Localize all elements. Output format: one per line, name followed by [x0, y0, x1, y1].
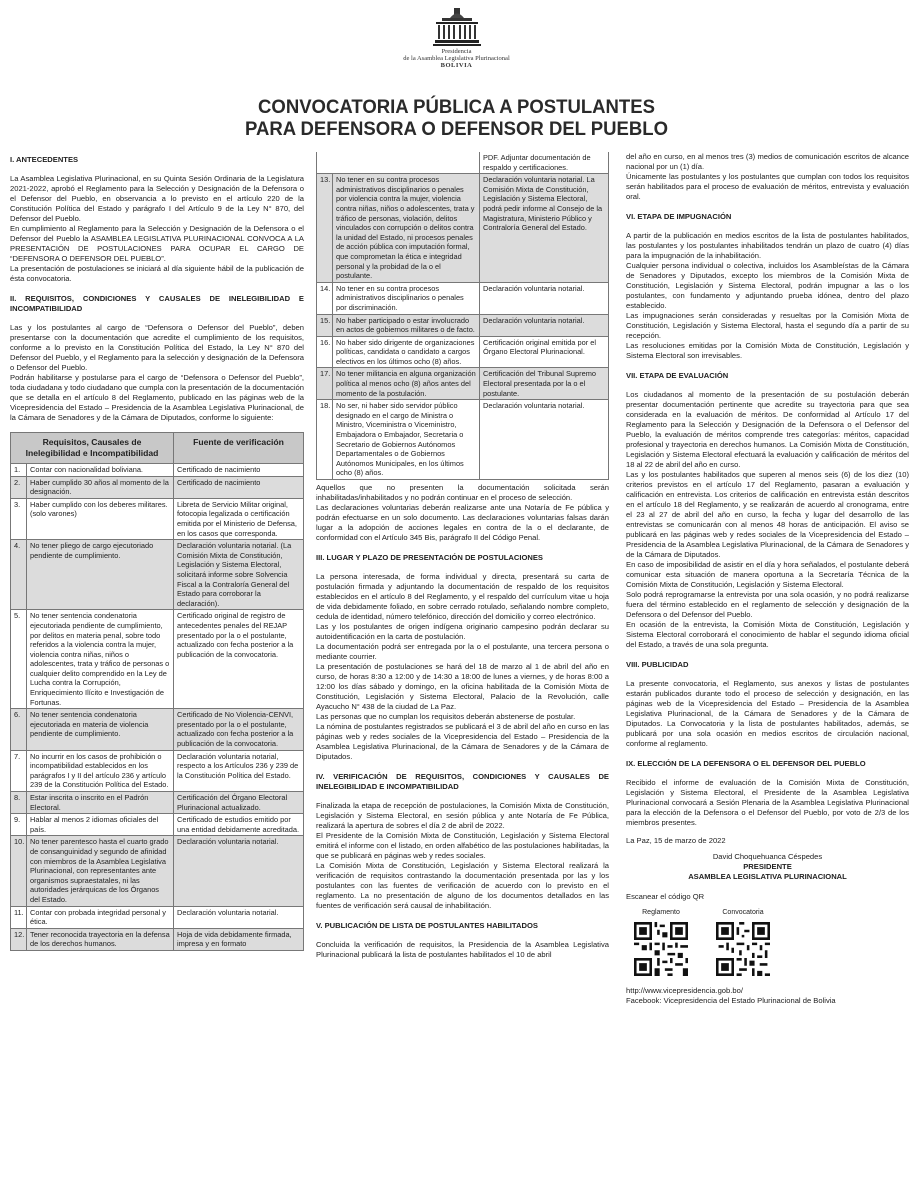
row-number: 17.	[317, 368, 333, 400]
table-row	[11, 814, 304, 836]
publicidad-p1: La presente convocatoria, el Reglamento, sus anexos y listas de postulantes estarán publicados durante todo el proceso de selección y designación, en las páginas web de la Vicepresidencia del Estado – Presidencia de la Asamblea Legislativa Plurinacional, de la Cámara de Senadores y de la Cámara de Diputados. La Convocatoria y la lista de postulantes habilitados, además, se publicará por una sola ocasión en medios escritos de circulación nacional, conforme al reglamento.	[626, 679, 909, 748]
section-verificacion-title: IV. VERIFICACIÓN DE REQUISITOS, CONDICIONES Y CAUSALES DE INELEGIBILIDAD E INCOMPATIBILIDAD	[316, 772, 609, 791]
verification-cell: Certificado de nacimiento	[174, 464, 304, 477]
row-number: 11.	[11, 906, 27, 928]
col3-p0: del año en curso, en al menos tres (3) medios de comunicación escritos de alcance nacional por un (1) día.	[626, 152, 909, 171]
impugnacion-p2: Cualquier persona individual o colectiva, incluidos los Asambleístas de la Cámara de Senadores y Diputados, excepto los miembros de la Comisión Mixta de Constitución, Legislación y Sistema Electoral, podrán impugnar a las o los postulantes, con fundamento y adjuntando prueba idónea, dentro del plazo establecido.	[626, 261, 909, 310]
verification-cell: Certificado de No Violencia-CENVI, presentado por la o el postulante, actualizado con fecha posterior a la publicación de la convocatoria.	[174, 709, 304, 750]
row-number: 15.	[317, 314, 333, 336]
eleccion-p1: Recibido el informe de evaluación de la Comisión Mixta de Constitución, Legislación y Sistema Electoral, el Presidente de la Asamblea Legislativa Plurinacional convocará a Sesión Plenaria de la Asamblea Legislativa Plurinacional para la elección de la Defensora o el Defensor del Pueblo, por voto de 2/3 de los miembros presentes.	[626, 778, 909, 827]
requirement-cell: Haber cumplido 30 años al momento de la designación.	[27, 476, 174, 498]
org-line-country: BOLIVIA	[440, 62, 473, 69]
legislative-palace-logo-icon	[432, 6, 482, 48]
row-number: 8.	[11, 792, 27, 814]
table-row	[317, 336, 609, 368]
requirement-cell: Haber cumplido con los deberes militares. (solo varones)	[27, 498, 174, 539]
title-line-2: PARA DEFENSORA O DEFENSOR DEL PUEBLO	[244, 118, 669, 140]
col2-p1: Aquellos que no presenten la documentación solicitada serán inhabilitadas/inhabilitados y no podrán continuar en el proceso de selección.	[316, 483, 609, 502]
evaluacion-p5: En ocasión de la entrevista, la Comisión Mixta de Constitución, Legislación y Sistema Electoral corroborará el conocimiento de hablar el segundo idioma oficial del Estado, a través de una sola pregunta.	[626, 620, 909, 649]
title-line-1: CONVOCATORIA PÚBLICA A POSTULANTES	[258, 96, 655, 118]
impugnacion-p3: Las impugnaciones serán consideradas y resueltas por la Comisión Mixta de Constitución, Legislación y Sistema Electoral, hasta el segundo día a partir de su recepción.	[626, 311, 909, 340]
row-number: 14.	[317, 282, 333, 314]
evaluacion-p2: Las y los postulantes habilitados que superen al menos seis (6) de los diez (10) criterios previstos en el artículo 17 del Reglamento, pasaran a evaluación y calificación en entrevista. Los criterios de calificación en entrevista están descritos en el artículo 18 del Reglamento, y se realizarán de acuerdo al cronograma, entre el 23 al 27 de abril del año en curso, la fecha y lugar del desarrollo de las entrevistas se comunicarán con al menos 48 horas de anticipación. El aviso se publicará en las páginas web y redes sociales de la Vicepresidencia del Estado – Presidencia de la Asamblea Legislativa Plurinacional, de la Cámara de Senadores y de la Cámara de Diputados.	[626, 470, 909, 559]
requirement-cell: No haber sido dirigente de organizaciones políticas, candidata o candidato a cargos electivos en los últimos ocho (8) años.	[333, 336, 480, 368]
requisitos-p2: Podrán habilitarse y postularse para el cargo de “Defensora o Defensor del Pueblo”, toda ciudadana y todo ciudadano que cumpla con la presentación de la documentación que se detalla en el artículo 8 del Reglamento, publicado en las páginas web de la Vicepresidencia del Estado – Presidencia de la Asamblea Legislativa Plurinacional, de la Cámara de Senadores y de la Cámara de Diputados, conforme lo siguiente:	[10, 373, 304, 422]
row-number: 12.	[11, 928, 27, 950]
requirement-cell: Hablar al menos 2 idiomas oficiales del país.	[27, 814, 174, 836]
row-number: 2.	[11, 476, 27, 498]
website-link[interactable]: http://www.vicepresidencia.gob.bo/	[626, 986, 743, 995]
lugar-p4: La presentación de postulaciones se hará del 18 de marzo al 1 de abril del año en curso, de horas 8:30 a 12:00 y de 14:30 a 18:00 de lunes a viernes, y de horas 8:00 a 12:00 los días sábado y domingo, en la oficina habilitada de la Comisión Mixta de Constitución, Legislación y Sistema Electoral, Palacio de la Revolución, calle Ayacucho N° 438 de la ciudad de La Paz.	[316, 662, 609, 711]
requirement-cell: Contar con probada integridad personal y ética.	[27, 906, 174, 928]
requisitos-p1: Las y los postulantes al cargo de “Defensora o Defensor del Pueblo”, deben presentarse con la documentación que acredite el cumplimiento de los requisitos, conforme a lo previsto en la Constitución Política del Estado, la Ley N° 870 del Defensor del Pueblo, y el Reglamento para la selección y designación de la Defensora o Defensor del Pueblo.	[10, 323, 304, 372]
evaluacion-p4: Solo podrá reprogramarse la entrevista por una sola ocasión, y no podrá realizarse fuera del término establecido en el reglamento de selección y designación de la Defensora o del Defensor del Pueblo.	[626, 590, 909, 619]
table-row	[11, 928, 304, 950]
table-row	[11, 792, 304, 814]
facebook-link[interactable]: Facebook: Vicepresidencia del Estado Plurinacional de Bolivia	[626, 996, 836, 1005]
verification-cell: Certificado original de registro de antecedentes penales del REJAP presentado por la o el postulante, actualizado con fecha posterior a la publicación de la convocatoria.	[174, 610, 304, 709]
qr-reglamento-label: Reglamento	[642, 909, 680, 916]
table-row	[11, 476, 304, 498]
verification-cell: Declaración voluntaria notarial.	[480, 314, 609, 336]
antecedentes-p3: La presentación de postulaciones se iniciará al día siguiente hábil de la publicación de ésta convocatoria.	[10, 264, 304, 283]
lugar-p1: La persona interesada, de forma individual y directa, presentará su carta de postulación firmada y adjuntando la documentación de respaldo de los requisitos establecidos en el artículo 8 del Reglamento, y el respaldo del currículum vitae u hoja de vida debidamente foliado, en sobre cerrado rotulado, señalando nombre completo, cedula de identidad, número telefónico, dirección del domicilio y correo electrónico.	[316, 572, 609, 621]
header	[0, 6, 913, 69]
requirement-cell: Contar con nacionalidad boliviana.	[27, 464, 174, 477]
verification-cell: Declaración voluntaria notarial.	[174, 836, 304, 906]
org-line-asamblea: de la Asamblea Legislativa Plurinacional	[403, 55, 510, 62]
verification-cell: Declaración voluntaria notarial.	[480, 282, 609, 314]
requirement-cell: No tener pliego de cargo ejecutoriado pendiente de cumplimiento.	[27, 540, 174, 610]
qr-convocatoria[interactable]	[716, 908, 770, 980]
requirement-cell: No ser, ni haber sido servidor público designado en el cargo de Ministra o Ministro, Viceministra o Viceministro, Embajadora o Embajador, Secretaria o Secretario de Gobiernos Autónomos Departamentales o de Gobiernos Autónomos Municipales, en los últimos ocho (8) años.	[333, 400, 480, 480]
table-row	[11, 750, 304, 791]
signer-organization: ASAMBLEA LEGISLATIVA PLURINACIONAL	[688, 872, 847, 881]
requirement-cell: No haber participado o estar involucrado en actos de gobiernos militares o de facto.	[333, 314, 480, 336]
requirement-cell: No tener parentesco hasta el cuarto grado de consanguinidad y segundo de afinidad con miembros de la Asamblea Legislativa Plurinacional, con representantes ante organismos supraestatales, ni las autoridades jerárquicas de los Órganos del Estado.	[27, 836, 174, 906]
verificacion-p2: El Presidente de la Comisión Mixta de Constitución, Legislación y Sistema Electoral emitirá el informe con el listado, en orden alfabético de las postulaciones habilitadas, la que se publicará en páginas web y redes sociales.	[316, 831, 609, 860]
table-row	[11, 836, 304, 906]
table-row	[11, 540, 304, 610]
qr-code-icon[interactable]	[634, 922, 688, 976]
verification-cell: Declaración voluntaria notarial. (La Comisión Mixta de Constitución, Legislación y Sistema Electoral, solicitará informe sobre Solvencia Fiscal a la Contraloría General del Estado para corroborar la declaración).	[174, 540, 304, 610]
qr-reglamento[interactable]	[634, 908, 688, 980]
row-number: 5.	[11, 610, 27, 709]
requirements-table-body-1	[11, 464, 304, 951]
row-number: 13.	[317, 174, 333, 283]
requirement-cell: No tener sentencia condenatoria ejecutoriada pendiente de cumplimiento, por delitos en materia penal, sobre todo referidos a la violencia contra la mujer, violencia contra niñas, niños o adolescentes, trata y tráfico de personas o cualquier delito comprendido en la Ley de Lucha contra la Corrupción, Enriquecimiento Ilícito e Investigación de Fortunas.	[27, 610, 174, 709]
row-number: 1.	[11, 464, 27, 477]
column-1	[10, 155, 304, 951]
requirement-cell: No tener militancia en alguna organización política al menos ocho (8) años antes del momento de la postulación.	[333, 368, 480, 400]
antecedentes-p2: En cumplimiento al Reglamento para la Selección y Designación de la Defensora o el Defensor del Pueblo la ASAMBLEA LEGISLATIVA PLURINACIONAL CONVOCA A LA PRESENTACIÓN DE POSTULACIONES PARA OCUPAR EL CARGO DE “DEFENSORA O DEFENSOR DEL PUEBLO”.	[10, 224, 304, 263]
verification-cell: Hoja de vida debidamente firmada, impresa y en formato	[174, 928, 304, 950]
org-line-presidencia: Presidencia	[441, 48, 472, 55]
requirement-cell: Tener reconocida trayectoria en la defensa de los derechos humanos.	[27, 928, 174, 950]
table-row	[317, 174, 609, 283]
lugar-p2: Las y los postulantes de origen indígena originario campesino podrán declarar su autoidentificación en la carta de postulación.	[316, 622, 609, 641]
requirement-cell: No tener en su contra procesos administrativos disciplinarios o penales por discriminación.	[333, 282, 480, 314]
row-number: 10.	[11, 836, 27, 906]
lugar-p5: Las personas que no cumplan los requisitos deberán abstenerse de postular.	[316, 712, 576, 721]
section-impugnacion-title: VI. ETAPA DE IMPUGNACIÓN	[626, 212, 732, 221]
signature-date: La Paz, 15 de marzo de 2022	[626, 836, 726, 845]
verification-cell: Certificación del Órgano Electoral Plurinacional actualizado.	[174, 792, 304, 814]
table-row	[11, 906, 304, 928]
impugnacion-p1: A partir de la publicación en medios escritos de la lista de postulantes habilitados, las postulantes y los postulantes inhabilitados tendrán un plazo de cuatro (4) días para la impugnación de la inhabilitación.	[626, 231, 909, 260]
impugnacion-p4: Las resoluciones emitidas por la Comisión Mixta de Constitución, Legislación y Sistema Electoral son irrevisables.	[626, 341, 909, 360]
row-number: 3.	[11, 498, 27, 539]
antecedentes-p1: La Asamblea Legislativa Plurinacional, en su Quinta Sesión Ordinaria de la Legislatura 2021-2022, aprobó el Reglamento para la Selección y Designación de la Defensora o el Defensor del Pueblo, en observancia a lo previsto en el artículo 220 de la Constitución Política del Estado y parágrafo I del Artículo 9 de la Ley N° 870, del Defensor del Pueblo.	[10, 174, 304, 223]
table-row	[11, 610, 304, 709]
qr-convocatoria-label: Convocatoria	[722, 909, 764, 916]
section-requisitos-title: II. REQUISITOS, CONDICIONES Y CAUSALES DE INELEGIBILIDAD E INCOMPATIBILIDAD	[10, 294, 304, 313]
verification-cell: Libreta de Servicio Militar original, fotocopia legalizada o certificación emitida por el Ministerio de Defensa, en los casos que corresponda.	[174, 498, 304, 539]
requirement-cell: No tener sentencia condenatoria ejecutoriada en materia de violencia pendiente de cumplimiento.	[27, 709, 174, 750]
verificacion-p3: La Comisión Mixta de Constitución, Legislación y Sistema Electoral realizará la verificación de requisitos contrastando la documentación presentada por las y los postulantes con las fuentes de verificación de acuerdo con lo previsto en el reglamento. La no presentación de alguno de los documentos detallados en las fuentes de verificación será causal de inhabilitación.	[316, 861, 609, 910]
table-cell-continued: PDF. Adjuntar documentación de respaldo y certificaciones.	[480, 152, 609, 174]
table-header-requirements: Requisitos, Causales de Inelegibilidad e Incompatibilidad	[11, 433, 174, 464]
table-row	[317, 152, 609, 174]
table-row	[317, 368, 609, 400]
section-lugar-title: III. LUGAR Y PLAZO DE PRESENTACIÓN DE POSTULACIONES	[316, 553, 543, 562]
evaluacion-p3: En caso de imposibilidad de asistir en el día y hora señalados, el postulante deberá comunicar esta situación de manera oportuna a la Secretaría Técnica de la Comisión Mixta de Constitución, Legislación y Sistema Electoral.	[626, 560, 909, 589]
requirements-table-body-2	[317, 152, 609, 480]
signer-name: David Choquehuanca Céspedes	[712, 852, 823, 861]
requirement-cell: No tener en su contra procesos administrativos disciplinarios o penales por violencia contra la mujer, violencia contra niñas, niños o adolescentes, trata y tráfico de personas, violación, delitos vinculados con corrupción o delitos contra la unidad del Estado, ni procesos penales de acción pública con imputación formal, que comprometan la ética e integridad personal y la probidad de la o el postulante.	[333, 174, 480, 283]
table-row	[317, 314, 609, 336]
lugar-p3: La documentación podrá ser entregada por la o el postulante, una tercera persona o mediante courrier.	[316, 642, 609, 661]
verificacion-p1: Finalizada la etapa de recepción de postulaciones, la Comisión Mixta de Constitución, Legislación y Sistema Electoral, en sesión pública y ante Notaría de Fe Pública, realizará la apertura de sobres el día 2 de abril de 2022.	[316, 801, 609, 830]
col2-p2: Las declaraciones voluntarias deberán realizarse ante una Notaría de Fe pública y podrán efectuarse en un solo documento. Las declaraciones voluntarias falsas darán lugar a la adopción de acciones legales en contra de la o el declarante, de conformidad con el Artículo 345 Bis, parágrafo II del Código Penal.	[316, 503, 609, 542]
verification-cell: Declaración voluntaria notarial.	[174, 906, 304, 928]
qr-code-icon[interactable]	[716, 922, 770, 976]
column-2	[316, 152, 609, 960]
qr-prompt: Escanear el código QR	[626, 892, 705, 901]
table-header-verification: Fuente de verificación	[174, 433, 304, 464]
section-antecedentes-title: I. ANTECEDENTES	[10, 155, 79, 164]
requirement-cell: No incurrir en los casos de prohibición o incompatibilidad establecidos en los parágrafos I y II del artículo 236 y artículo 239 de la Constitución Política del Estado.	[27, 750, 174, 791]
qr-codes	[634, 908, 909, 980]
section-publicacion-title: V. PUBLICACIÓN DE LISTA DE POSTULANTES HABILITADOS	[316, 921, 538, 930]
section-evaluacion-title: VII. ETAPA DE EVALUACIÓN	[626, 371, 729, 380]
verification-cell: Certificado de nacimiento	[174, 476, 304, 498]
section-publicidad-title: VIII. PUBLICIDAD	[626, 660, 689, 669]
row-number: 18.	[317, 400, 333, 480]
verification-cell: Declaración voluntaria notarial, respecto a los Artículos 236 y 239 de la Constitución Política del Estado.	[174, 750, 304, 791]
row-number: 7.	[11, 750, 27, 791]
signature-block	[626, 852, 909, 882]
lugar-p6: La nómina de postulantes registrados se publicará el 3 de abril del año en curso en las páginas web y redes sociales de la Vicepresidencia del Estado – Presidencia de la Asamblea Legislativa Plurinacional, de la Cámara de Senadores y de la Cámara de Diputados.	[316, 722, 609, 761]
verification-cell: Certificación original emitida por el Órgano Electoral Plurinacional.	[480, 336, 609, 368]
verification-cell: Certificado de estudios emitido por una entidad debidamente acreditada.	[174, 814, 304, 836]
signer-title: PRESIDENTE	[743, 862, 792, 871]
row-number: 4.	[11, 540, 27, 610]
table-row	[11, 709, 304, 750]
row-number: 6.	[11, 709, 27, 750]
column-3	[626, 152, 909, 1006]
row-number: 16.	[317, 336, 333, 368]
table-row	[317, 400, 609, 480]
section-eleccion-title: IX. ELECCIÓN DE LA DEFENSORA O EL DEFENSOR DEL PUEBLO	[626, 759, 866, 768]
page-title	[23, 96, 890, 140]
table-row	[11, 464, 304, 477]
table-row	[317, 282, 609, 314]
publicacion-p1: Concluida la verificación de requisitos, la Presidencia de la Asamblea Legislativa Plurinacional publicará la lista de postulantes habilitados el 10 de abril	[316, 940, 609, 959]
row-number: 9.	[11, 814, 27, 836]
evaluacion-p1: Los ciudadanos al momento de la presentación de su postulación deberán presentar documentación pertinente que acredite su trayectoria para que sea considerada en la evaluación de méritos. De conformidad al Artículo 17 del Reglamento para la Selección y Designación de la Defensora o el Defensor del Pueblo, la evaluación de méritos comprende tres categorías: méritos, capacidad profesional y trayectoria en derechos humanos. La Comisión Mixta de Constitución, Legislación y Sistema Electoral efectuará la evaluación y calificación de méritos del 18 al 22 de abril del año en curso.	[626, 390, 909, 469]
verification-cell: Declaración voluntaria notarial. La Comisión Mixta de Constitución, Legislación y Sistema Electoral, podrá pedir informe al Consejo de la Magistratura, Ministerio Público y Contraloría General del Estado.	[480, 174, 609, 283]
requirements-table-continued	[316, 152, 609, 480]
table-row	[11, 498, 304, 539]
verification-cell: Declaración voluntaria notarial.	[480, 400, 609, 480]
requirement-cell: Estar inscrita o inscrito en el Padrón Electoral.	[27, 792, 174, 814]
verification-cell: Certificación del Tribunal Supremo Electoral presentada por la o el postulante.	[480, 368, 609, 400]
requirements-table	[10, 432, 304, 951]
col3-p0b: Únicamente las postulantes y los postulantes que cumplan con todos los requisitos serán habilitados para el proceso de evaluación de méritos, entrevista y evaluación oral.	[626, 172, 909, 201]
